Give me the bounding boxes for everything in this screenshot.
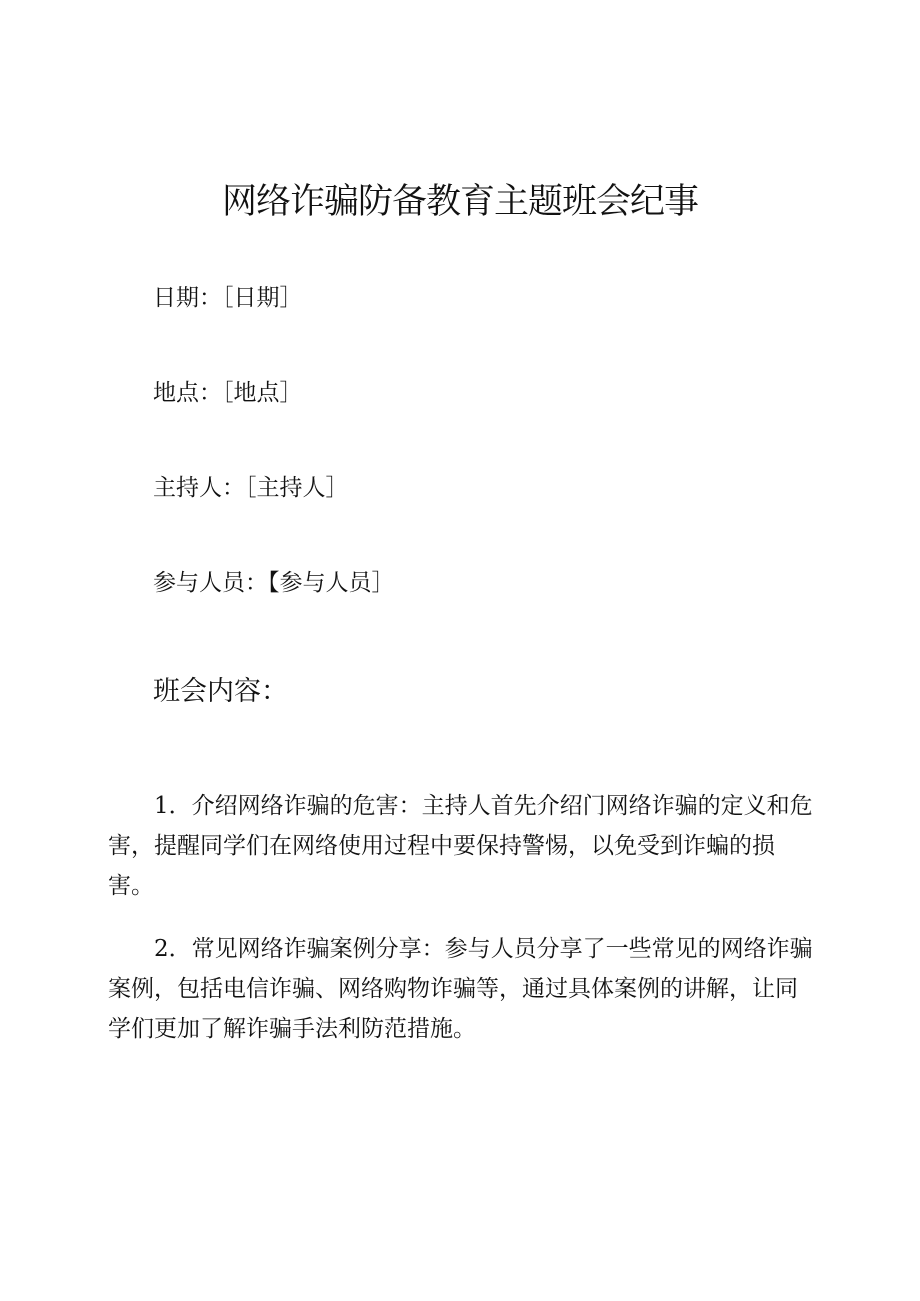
section-heading: 班会内容： — [153, 676, 288, 707]
content-paragraph-1: 1．介绍网络诈骗的危害：主持人首先介绍门网络诈骗的定义和危害，提醒同学们在网络使用过程中要保持警惕，以免受到诈蝙的损害。 — [108, 793, 813, 899]
document-title: 网络诈骗防备教育主题班会纪事 — [221, 182, 698, 222]
meeting-date: 日期：［日期］ — [153, 285, 303, 311]
meeting-host: 主持人：［主持人］ — [153, 475, 349, 501]
content-paragraph-2: 2．常见网络诈骗案例分享：参与人员分享了一些常见的网络诈骗案例，包括电信诈骗、网络购物诈骗等，通过具体案例的讲解，让同学们更加了解诈骗手法利防范措施。 — [108, 936, 813, 1042]
meeting-location: 地点：［地点］ — [153, 380, 303, 406]
meeting-participants: 参与人员：【参与人员］ — [153, 570, 395, 596]
